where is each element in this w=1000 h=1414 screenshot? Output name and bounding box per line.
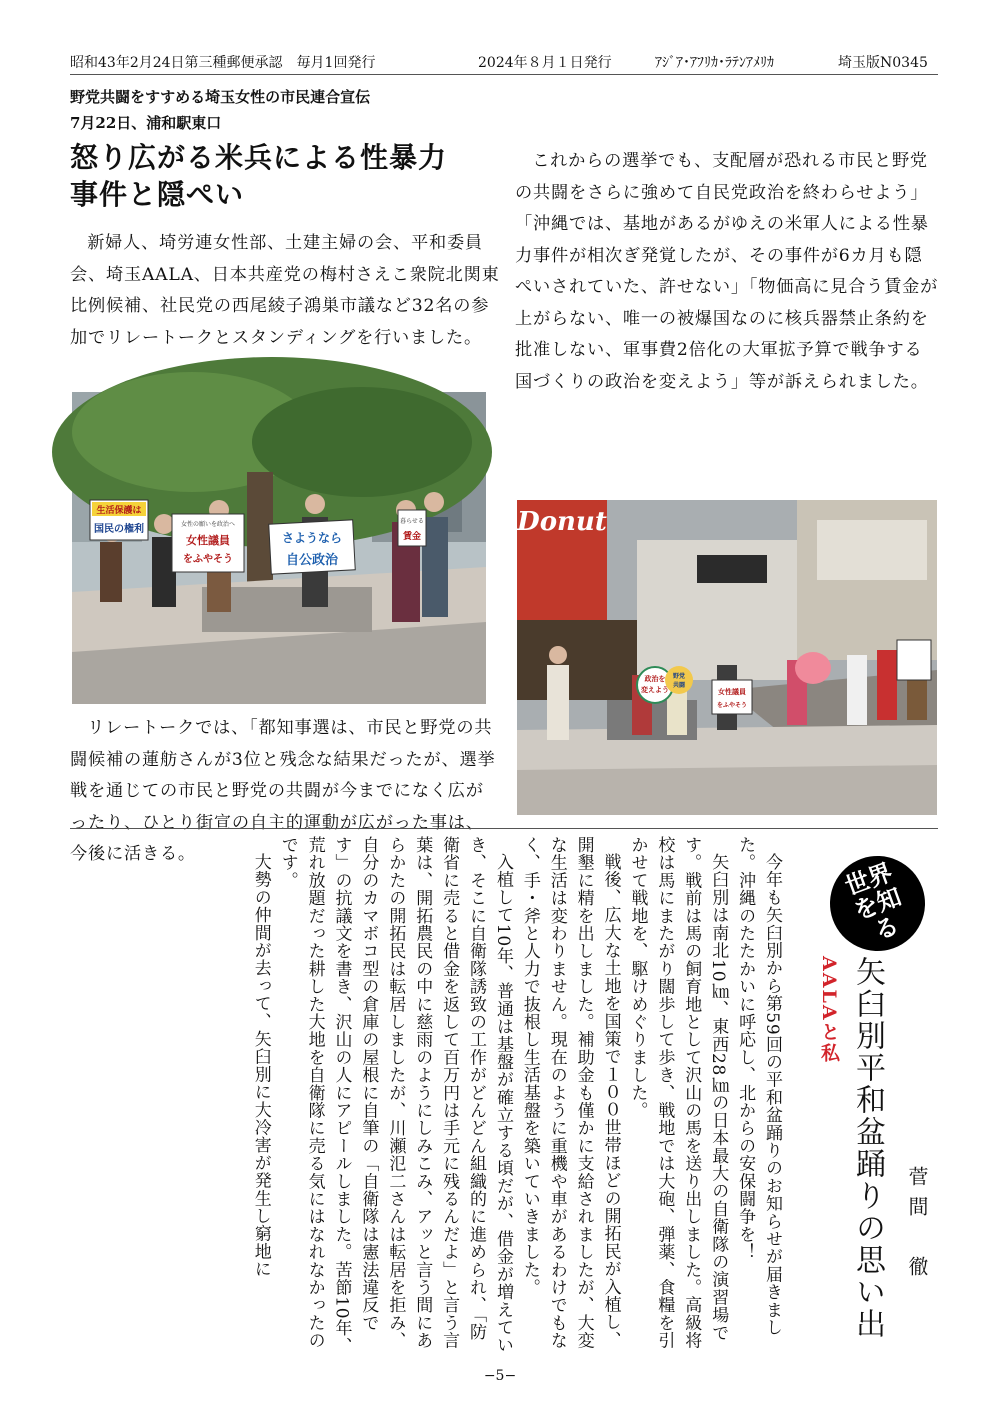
article1-left-column	[70, 84, 500, 354]
postal-notice: 昭和43年2月24日第三種郵便承認 毎月1回発行	[70, 55, 376, 71]
photo1-svg	[72, 392, 486, 704]
photo2-svg	[517, 500, 937, 815]
article2-para5: 大勢の仲間が去って、矢臼別に大冷害が発生し窮地に	[250, 853, 271, 1278]
page-number: −5−	[483, 1368, 517, 1384]
series-badge	[817, 843, 939, 965]
series-badge-text: 世界を知る	[841, 857, 905, 946]
photo2-sign2-top: 野党	[672, 673, 686, 680]
photo1-sign1-top: 生活保護は	[96, 506, 142, 516]
series-label: AALAと私	[818, 956, 840, 1064]
article1-event: 7月22日、浦和駅東口	[70, 114, 222, 132]
article1-para2-continued-placeholder	[515, 84, 940, 116]
photo2-sign2-bottom: 共闘	[672, 682, 686, 689]
photo2-store-sign: Donut	[517, 507, 607, 537]
section-rule	[70, 828, 938, 829]
photo1-sign2-bottom: をふやそう	[183, 554, 233, 565]
photo1-sign1-bottom: 国民の権利	[94, 524, 144, 535]
photo1-sign4-top: 暮らせる	[400, 518, 424, 525]
photo-standing-demo	[72, 392, 486, 704]
photo1-sign4-bottom: 賃金	[402, 532, 422, 542]
photo2-sign1-bottom: 変えよう	[641, 685, 669, 694]
article1-para3: これからの選挙でも、支配層が恐れる市民と野党の共闘をさらに強めて自民党政治を終わらせよう」「沖縄では、基地があるがゆえの米軍人による性暴力事件が相次ぎ発覚したが、その事件が6カ月も隠ぺいされていた、許せない」「物価高に見合う賃金が上がらない、唯一の被爆国なのに核兵器禁止条約を批准しない、軍事費2倍化の大軍拡予算で戦争する国づくりの政治を変えよう」等が訴えられました。	[515, 151, 939, 392]
article2-para2: 矢臼別は南北10㎞、東西28㎞の日本最大の自衛隊の演習場です。戦前は馬の飼育地として沢山の馬を送り出しました。高級将校は馬にまたがり闊歩して歩き、戦地では大砲、弾薬、食糧を引かせて戦地を、駆けめぐりました。	[627, 836, 729, 1350]
photo1-sign3-top: さようなら	[281, 531, 343, 545]
photo1-sign2-top: 女性の願いを政治へ	[180, 521, 236, 528]
article2-title: 矢臼別平和盆踊りの思い出	[850, 956, 885, 1340]
article1-title-line2: 事件と隠ぺい	[70, 178, 245, 211]
header-rule	[70, 74, 938, 75]
photo2-sign3-bottom: をふやそう	[716, 702, 748, 709]
article1-title-line1: 怒り広がる米兵による性暴力	[70, 141, 448, 174]
article1-para1: 新婦人、埼労連女性部、土建主婦の会、平和委員会、埼玉AALA、日本共産党の梅村さえこ衆院北関東比例候補、社民党の西尾綾子鴻巣市議など32名の参加でリレートークとスタンディングを行いました。	[70, 233, 500, 348]
article2-author: 菅間 徹	[905, 1166, 929, 1286]
photo-station-talk	[517, 500, 937, 815]
page-header	[70, 52, 940, 74]
article1-subhead: 野党共闘をすすめる埼玉女性の市民連合宣伝	[70, 88, 371, 106]
article1-right-column	[515, 84, 940, 398]
article2-para4: 入植して10年、普通は基盤が確立する頃だが、借金が増えていき、そこに自衛隊誘致の工作がどんどん組織的に進められ、「防衛省に売ると借金を返して百万円は手元に残るんだよ」と言う言葉は、開拓農民の中に慈雨のようにしみこみ、アッと言う間にあらかたの開拓民は転居しましたが、川瀬氾二さんは転居を拒み、自分のカマボコ型の倉庫の屋根に自筆の「自衛隊は憲法違反です」の抗議文を書き、沢山の人にアピールしました。苦節10年、荒れ放題だった耕した大地を自衛隊に売る気にはなれなかったのです。	[277, 836, 513, 1355]
photo2-sign3-top: 女性議員	[718, 687, 746, 696]
photo1-sign2-mid: 女性議員	[186, 534, 230, 547]
article2-body	[80, 836, 785, 1356]
photo2-sign1-top: 政治を	[644, 674, 666, 683]
article2	[75, 836, 945, 1366]
article2-title-block	[785, 836, 945, 1356]
issue-date: 2024年８月１日発行	[478, 55, 612, 71]
article1-para2: リレートークでは、「都知事選は、市民と野党の共闘候補の蓮舫さんが3位と残念な結果だったが、選挙戦を通じての市民と野党の共闘が今までになく広がったり、ひとり街宣の自主的運動が広がった事は、今後に活きる。	[70, 718, 496, 864]
article1-left-column-bottom	[70, 713, 500, 864]
org-name: ｱｼﾞｱ･ｱﾌﾘｶ･ﾗﾃﾝｱﾒﾘｶ	[655, 55, 774, 71]
article2-para3: 戦後、広大な土地を国策で１００世帯ほどの開拓民が入植し、開墾に精を出しました。補助金も僅かに支給されましたが、大変な生活は変わりません。現在のように重機や車があるわけでもなく、手・斧と人力で抜根し生活基盤を築いていきました。	[519, 836, 621, 1350]
edition-number: 埼玉版N0345	[838, 55, 928, 71]
article2-para1: 今年も矢臼別から第59回の平和盆踊りのお知らせが届きました。沖縄のたたかいに呼応し、北からの安保闘争を！	[735, 836, 782, 1337]
photo1-sign3-bottom: 自公政治	[285, 553, 339, 568]
